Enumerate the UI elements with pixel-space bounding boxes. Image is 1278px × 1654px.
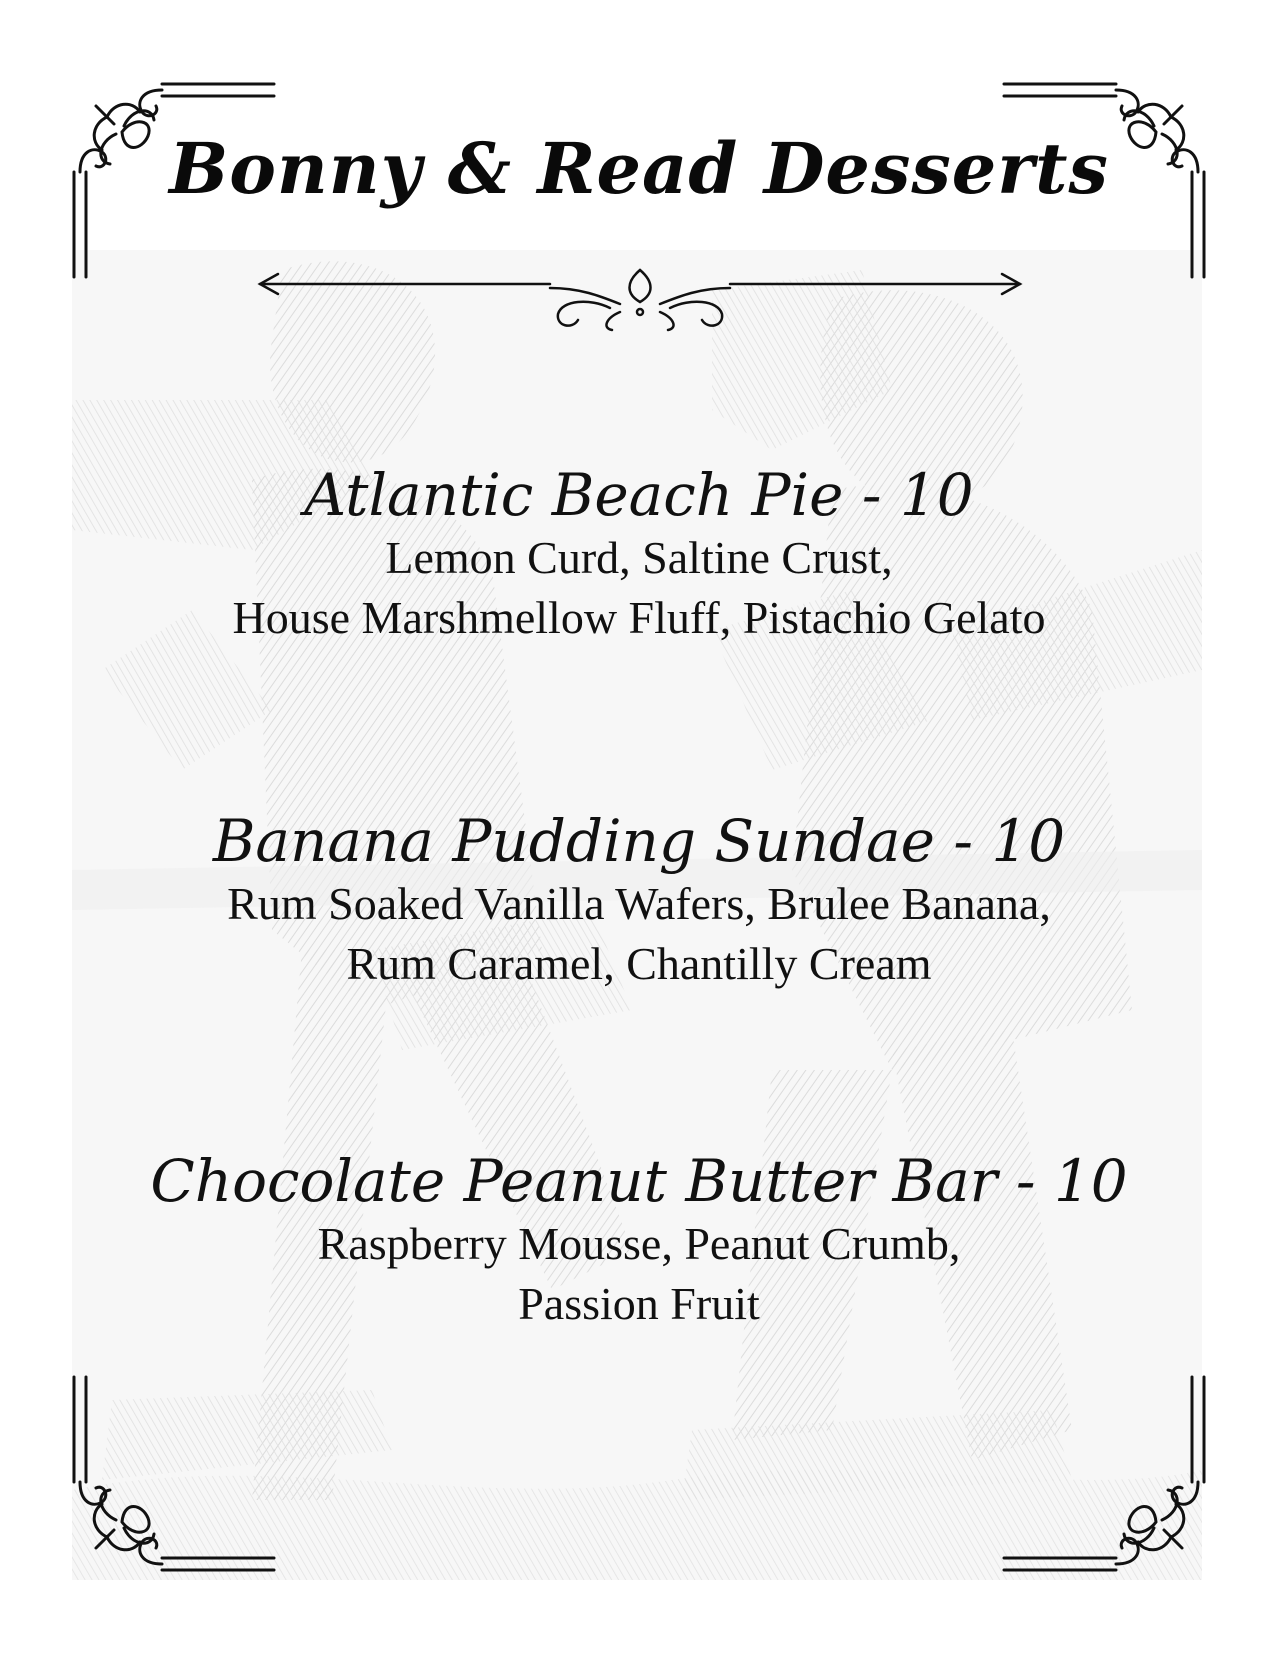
item-description-line: Raspberry Mousse, Peanut Crumb, [317, 1218, 961, 1269]
item-description-line: Rum Soaked Vanilla Wafers, Brulee Banana, [227, 878, 1051, 929]
item-name: Chocolate Peanut Butter Bar - 10 [150, 1147, 1128, 1215]
menu-item [100, 462, 1178, 648]
menu-item [100, 1148, 1178, 1334]
item-description-line: Passion Fruit [518, 1278, 760, 1329]
item-name: Atlantic Beach Pie - 10 [304, 461, 974, 529]
menu-item [100, 808, 1178, 994]
arrow-scroll-divider-icon [250, 268, 1030, 348]
item-description-line: Rum Caramel, Chantilly Cream [346, 938, 932, 989]
item-description-line: Lemon Curd, Saltine Crust, [385, 532, 893, 583]
menu-title: Bonny & Read Desserts [169, 127, 1109, 210]
flourish-icon [986, 1352, 1216, 1582]
item-name: Banana Pudding Sundae - 10 [212, 807, 1066, 875]
flourish-icon [62, 1352, 292, 1582]
item-description-line: House Marshmellow Fluff, Pistachio Gelato [232, 592, 1046, 643]
